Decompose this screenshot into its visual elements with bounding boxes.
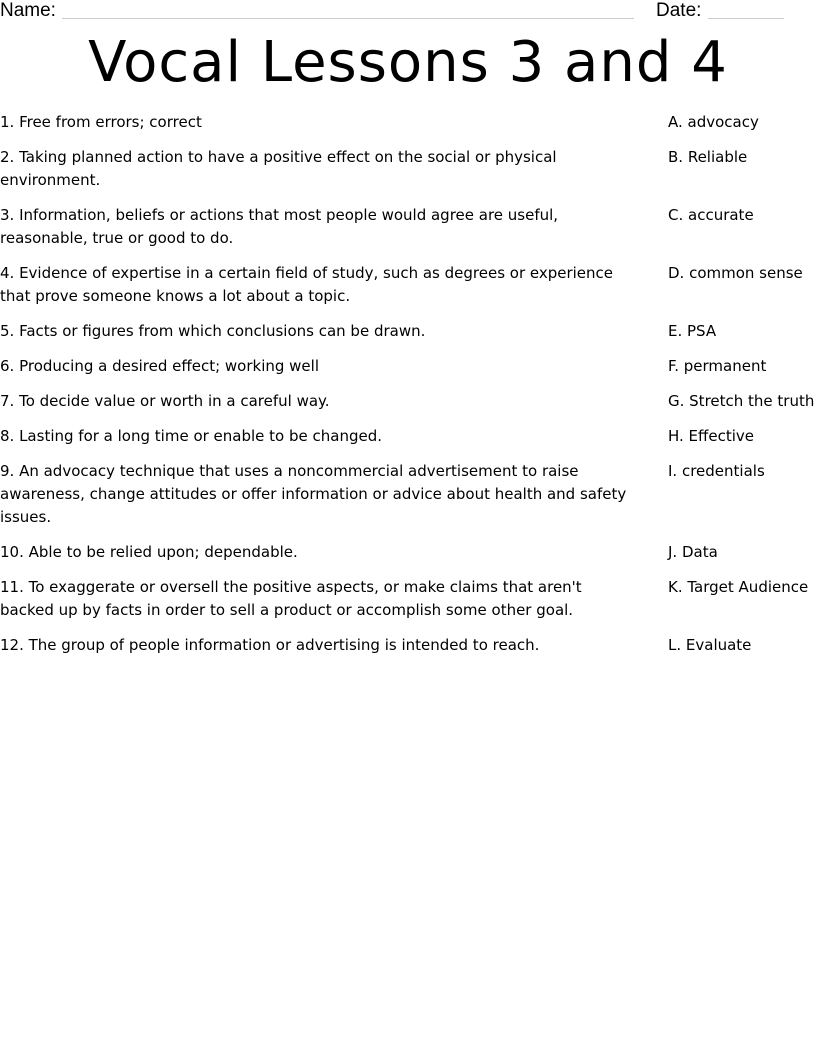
answer-option: A. advocacy — [668, 113, 759, 131]
clue-text: 8. Lasting for a long time or enable to be changed. — [0, 427, 383, 445]
answer-option: B. Reliable — [668, 148, 748, 166]
answer-option: I. credentials — [668, 462, 765, 480]
matching-row — [0, 460, 816, 529]
matching-row — [0, 390, 816, 413]
clue-text: 4. Evidence of expertise in a certain field of study, such as degrees or experience that prove someone knows a lot about a topic. — [0, 264, 614, 305]
answer-option: K. Target Audience — [668, 578, 809, 596]
header-row — [0, 0, 816, 22]
clue-text: 11. To exaggerate or oversell the positive aspects, or make claims that aren't backed up by facts in order to sell a product or accomplish some other goal. — [0, 578, 582, 619]
matching-row — [0, 204, 816, 250]
clue-text: 3. Information, beliefs or actions that most people would agree are useful, reasonable, true or good to do. — [0, 206, 559, 247]
answer-option: C. accurate — [668, 206, 754, 224]
clue-text: 2. Taking planned action to have a positive effect on the social or physical environment. — [0, 148, 557, 189]
clue-text: 7. To decide value or worth in a careful way. — [0, 392, 330, 410]
clue-text: 12. The group of people information or advertising is intended to reach. — [0, 636, 540, 654]
answer-option: G. Stretch the truth — [668, 392, 815, 410]
matching-row — [0, 146, 816, 192]
name-blank-line[interactable] — [62, 18, 634, 19]
matching-row — [0, 541, 816, 564]
matching-row — [0, 576, 816, 622]
clue-text: 10. Able to be relied upon; dependable. — [0, 543, 298, 561]
date-blank-line[interactable] — [708, 18, 784, 19]
matching-row — [0, 320, 816, 343]
matching-list — [0, 111, 816, 669]
matching-row — [0, 355, 816, 378]
clue-text: 1. Free from errors; correct — [0, 113, 202, 131]
answer-option: E. PSA — [668, 322, 717, 340]
answer-option: F. permanent — [668, 357, 767, 375]
clue-text: 5. Facts or figures from which conclusions can be drawn. — [0, 322, 426, 340]
matching-row — [0, 425, 816, 448]
answer-option: L. Evaluate — [668, 636, 752, 654]
clue-text: 9. An advocacy technique that uses a noncommercial advertisement to raise awareness, change attitudes or offer information or advice about health and safety issues. — [0, 462, 627, 526]
answer-option: J. Data — [668, 543, 718, 561]
answer-option: D. common sense — [668, 264, 803, 282]
matching-row — [0, 111, 816, 134]
matching-row — [0, 634, 816, 657]
matching-row — [0, 262, 816, 308]
clue-text: 6. Producing a desired effect; working well — [0, 357, 319, 375]
name-label: Name: — [0, 0, 56, 21]
answer-option: H. Effective — [668, 427, 754, 445]
page-title: Vocal Lessons 3 and 4 — [88, 30, 728, 95]
date-label: Date: — [656, 0, 702, 21]
